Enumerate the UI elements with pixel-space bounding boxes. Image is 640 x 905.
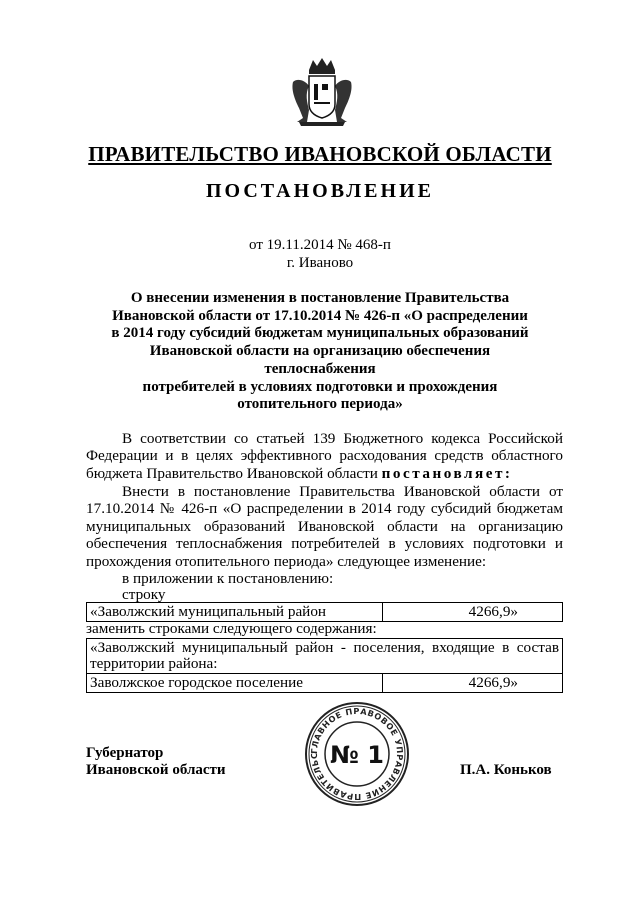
preamble-text: В соответствии со статьей 139 Бюджетного кодекса Российской Федерации и в целях эффективного расходования средств областного бюджета Правительство Ивановской области (86, 430, 563, 482)
replace-line: заменить строками следующего содержания: (86, 620, 377, 637)
table-row (87, 603, 563, 622)
appendix-line: в приложении к постановлению: (122, 570, 334, 587)
new-row-header: «Заволжский муниципальный район - поселения, входящие в состав территории района: (87, 639, 563, 674)
date-and-number: от 19.11.2014 № 468-п (249, 237, 391, 253)
seal-number: № 1 (330, 741, 384, 769)
government-title: ПРАВИТЕЛЬСТВО ИВАНОВСКОЙ ОБЛАСТИ (88, 142, 552, 166)
official-seal-stamp (303, 700, 411, 808)
table-row (87, 639, 563, 674)
row-line: строку (122, 586, 166, 603)
new-row-name: Заволжское городское поселение (87, 674, 383, 693)
decree-subject (100, 290, 540, 414)
preamble-paragraph (86, 430, 563, 482)
signatory-title-line: Ивановской области (86, 762, 226, 778)
old-row-table (86, 602, 563, 622)
subject-line: отопительного периода» (237, 396, 403, 413)
coat-of-arms-emblem (289, 56, 355, 128)
subject-line: в 2014 году субсидий бюджетам муниципальных образований (111, 325, 529, 342)
new-rows-table (86, 638, 563, 693)
signatory-title (86, 745, 226, 779)
seal-ring-text: ГЛАВНОЕ ПРАВОВОЕ УПРАВЛЕНИЕ ПРАВИТЕЛЬС (308, 705, 406, 803)
old-row-value: 4266,9» (383, 603, 563, 622)
subject-line: потребителей в условиях подготовки и прохождения (142, 378, 498, 395)
signatory-name: П.А. Коньков (460, 762, 552, 778)
subject-line: Ивановской области на организацию обеспечения теплоснабжения (149, 343, 491, 377)
table-row (87, 674, 563, 693)
document-type-heading: ПОСТАНОВЛЕНИЕ (206, 180, 434, 202)
new-row-value: 4266,9» (383, 674, 563, 693)
city-name: г. Иваново (286, 255, 354, 271)
old-row-name: «Заволжский муниципальный район (87, 603, 383, 622)
subject-line: Ивановской области от 17.10.2014 № 426-п «О распределении (112, 307, 528, 324)
signatory-title-line: Губернатор (86, 745, 164, 761)
subject-line: О внесении изменения в постановление Правительства (130, 290, 510, 306)
amendment-paragraph: Внести в постановление Правительства Ивановской области от 17.10.2014 № 426-п «О распределении в 2014 году субсидий бюджетам муниципальных образований Ивановской области на организацию обеспечения теплоснабжения потребителей в условиях подготовки и прохождения отопительного периода» следующее изменение: (86, 483, 563, 570)
resolves-keyword: постановляет: (381, 464, 513, 482)
